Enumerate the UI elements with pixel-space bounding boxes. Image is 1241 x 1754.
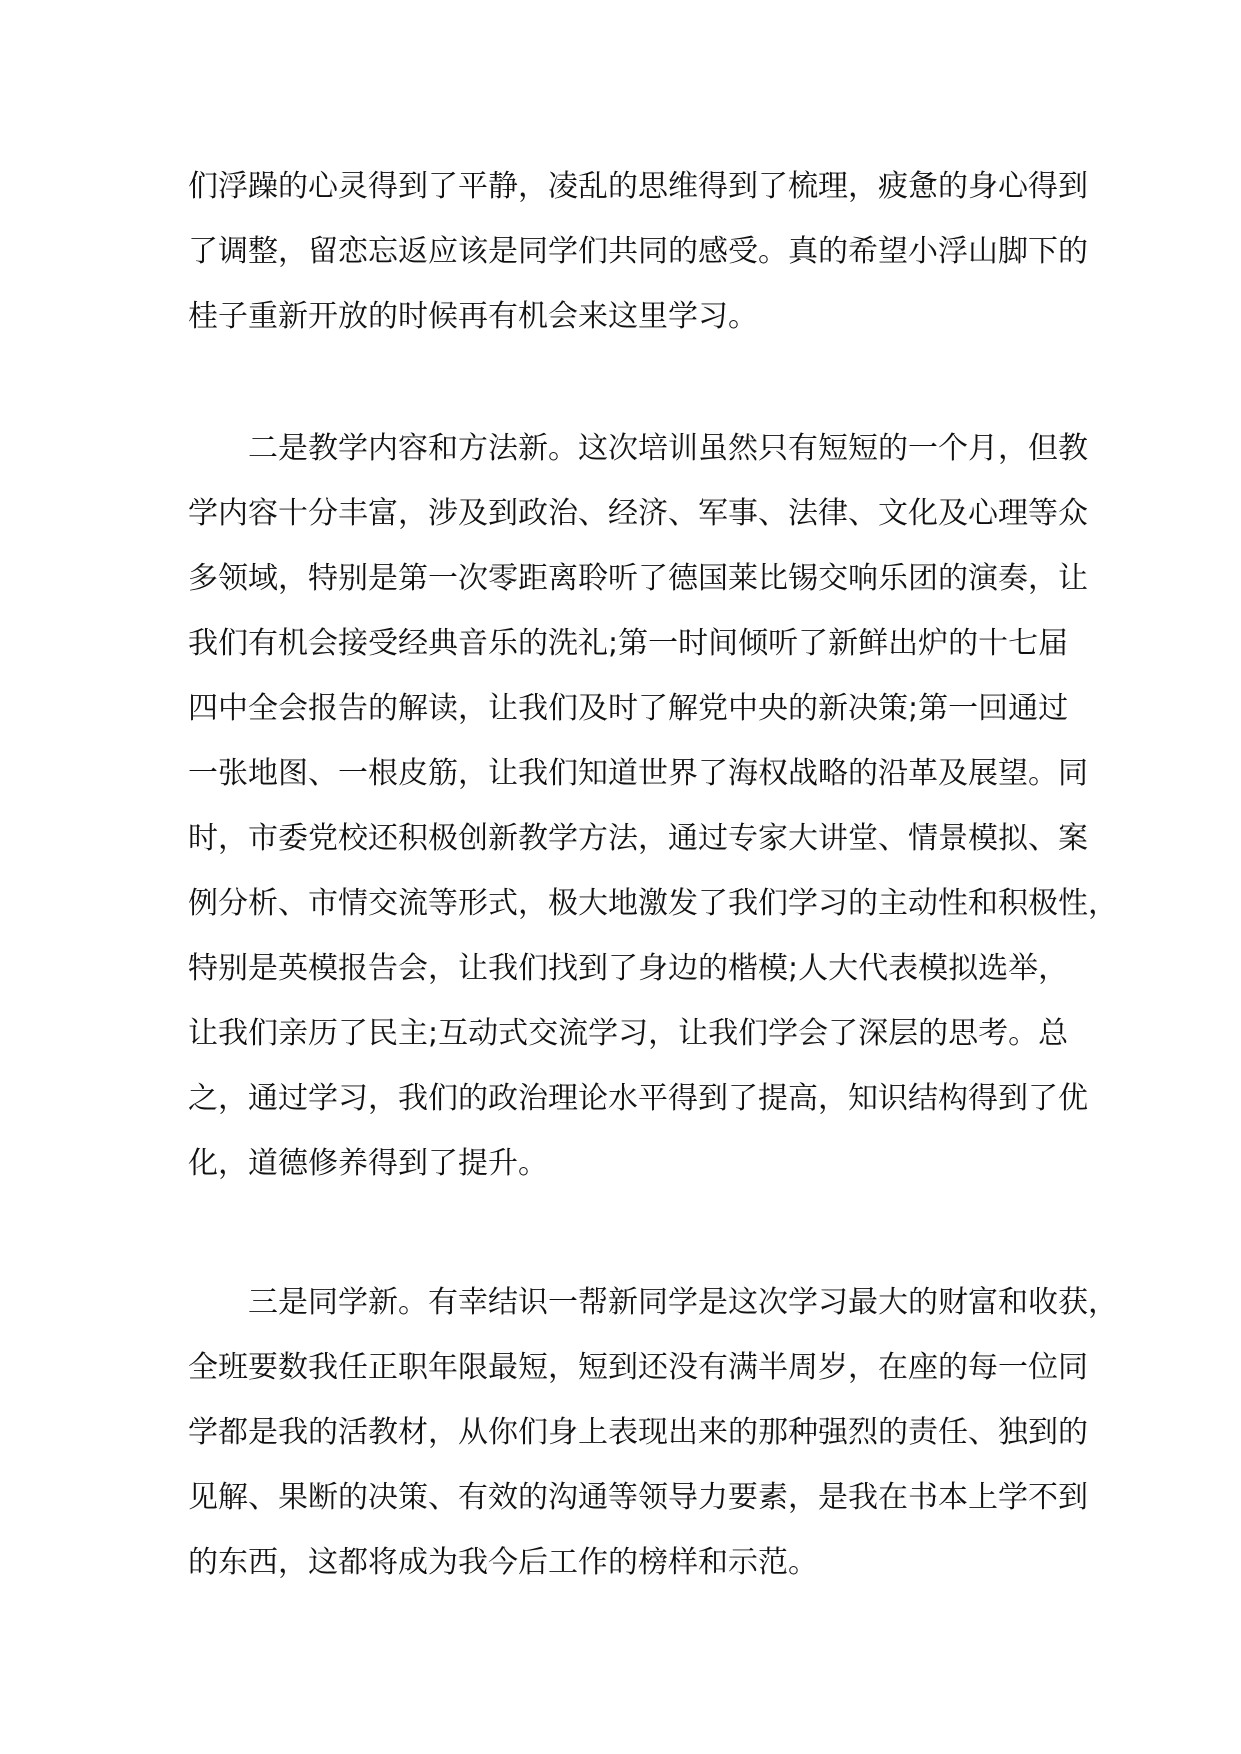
text-line: 四中全会报告的解读，让我们及时了解党中央的新决策;第一回通过 — [188, 691, 1069, 726]
text-line: 化，道德修养得到了提升。 — [188, 1146, 548, 1181]
text-line: 三是同学新。有幸结识一帮新同学是这次学习最大的财富和收获， — [248, 1285, 1118, 1320]
text-line: 学内容十分丰富，涉及到政治、经济、军事、法律、文化及心理等众 — [188, 496, 1088, 531]
text-line: 一张地图、一根皮筋，让我们知道世界了海权战略的沿革及展望。同 — [188, 756, 1088, 791]
paragraph-classmates — [188, 1270, 1118, 1595]
text-line: 时，市委党校还积极创新教学方法，通过专家大讲堂、情景模拟、案 — [188, 821, 1088, 856]
text-line: 二是教学内容和方法新。这次培训虽然只有短短的一个月，但教 — [248, 431, 1088, 466]
text-line: 学都是我的活教材，从你们身上表现出来的那种强烈的责任、独到的 — [188, 1415, 1088, 1450]
text-line: 的东西，这都将成为我今后工作的榜样和示范。 — [188, 1545, 818, 1580]
paragraph-continuation — [188, 154, 1088, 349]
text-line: 了调整，留恋忘返应该是同学们共同的感受。真的希望小浮山脚下的 — [188, 234, 1088, 269]
text-line: 特别是英模报告会，让我们找到了身边的楷模;人大代表模拟选举， — [188, 951, 1069, 986]
text-line: 我们有机会接受经典音乐的洗礼;第一时间倾听了新鲜出炉的十七届 — [188, 626, 1069, 661]
text-line: 们浮躁的心灵得到了平静，凌乱的思维得到了梳理，疲惫的身心得到 — [188, 169, 1088, 204]
paragraph-teaching-content — [188, 416, 1118, 1196]
text-line: 见解、果断的决策、有效的沟通等领导力要素，是我在书本上学不到 — [188, 1480, 1088, 1515]
text-line: 之，通过学习，我们的政治理论水平得到了提高，知识结构得到了优 — [188, 1081, 1088, 1116]
text-line: 多领域，特别是第一次零距离聆听了德国莱比锡交响乐团的演奏，让 — [188, 561, 1088, 596]
text-line: 让我们亲历了民主;互动式交流学习，让我们学会了深层的思考。总 — [188, 1016, 1069, 1051]
text-line: 例分析、市情交流等形式，极大地激发了我们学习的主动性和积极性， — [188, 886, 1118, 921]
text-line: 全班要数我任正职年限最短，短到还没有满半周岁，在座的每一位同 — [188, 1350, 1088, 1385]
text-line: 桂子重新开放的时候再有机会来这里学习。 — [188, 299, 758, 334]
